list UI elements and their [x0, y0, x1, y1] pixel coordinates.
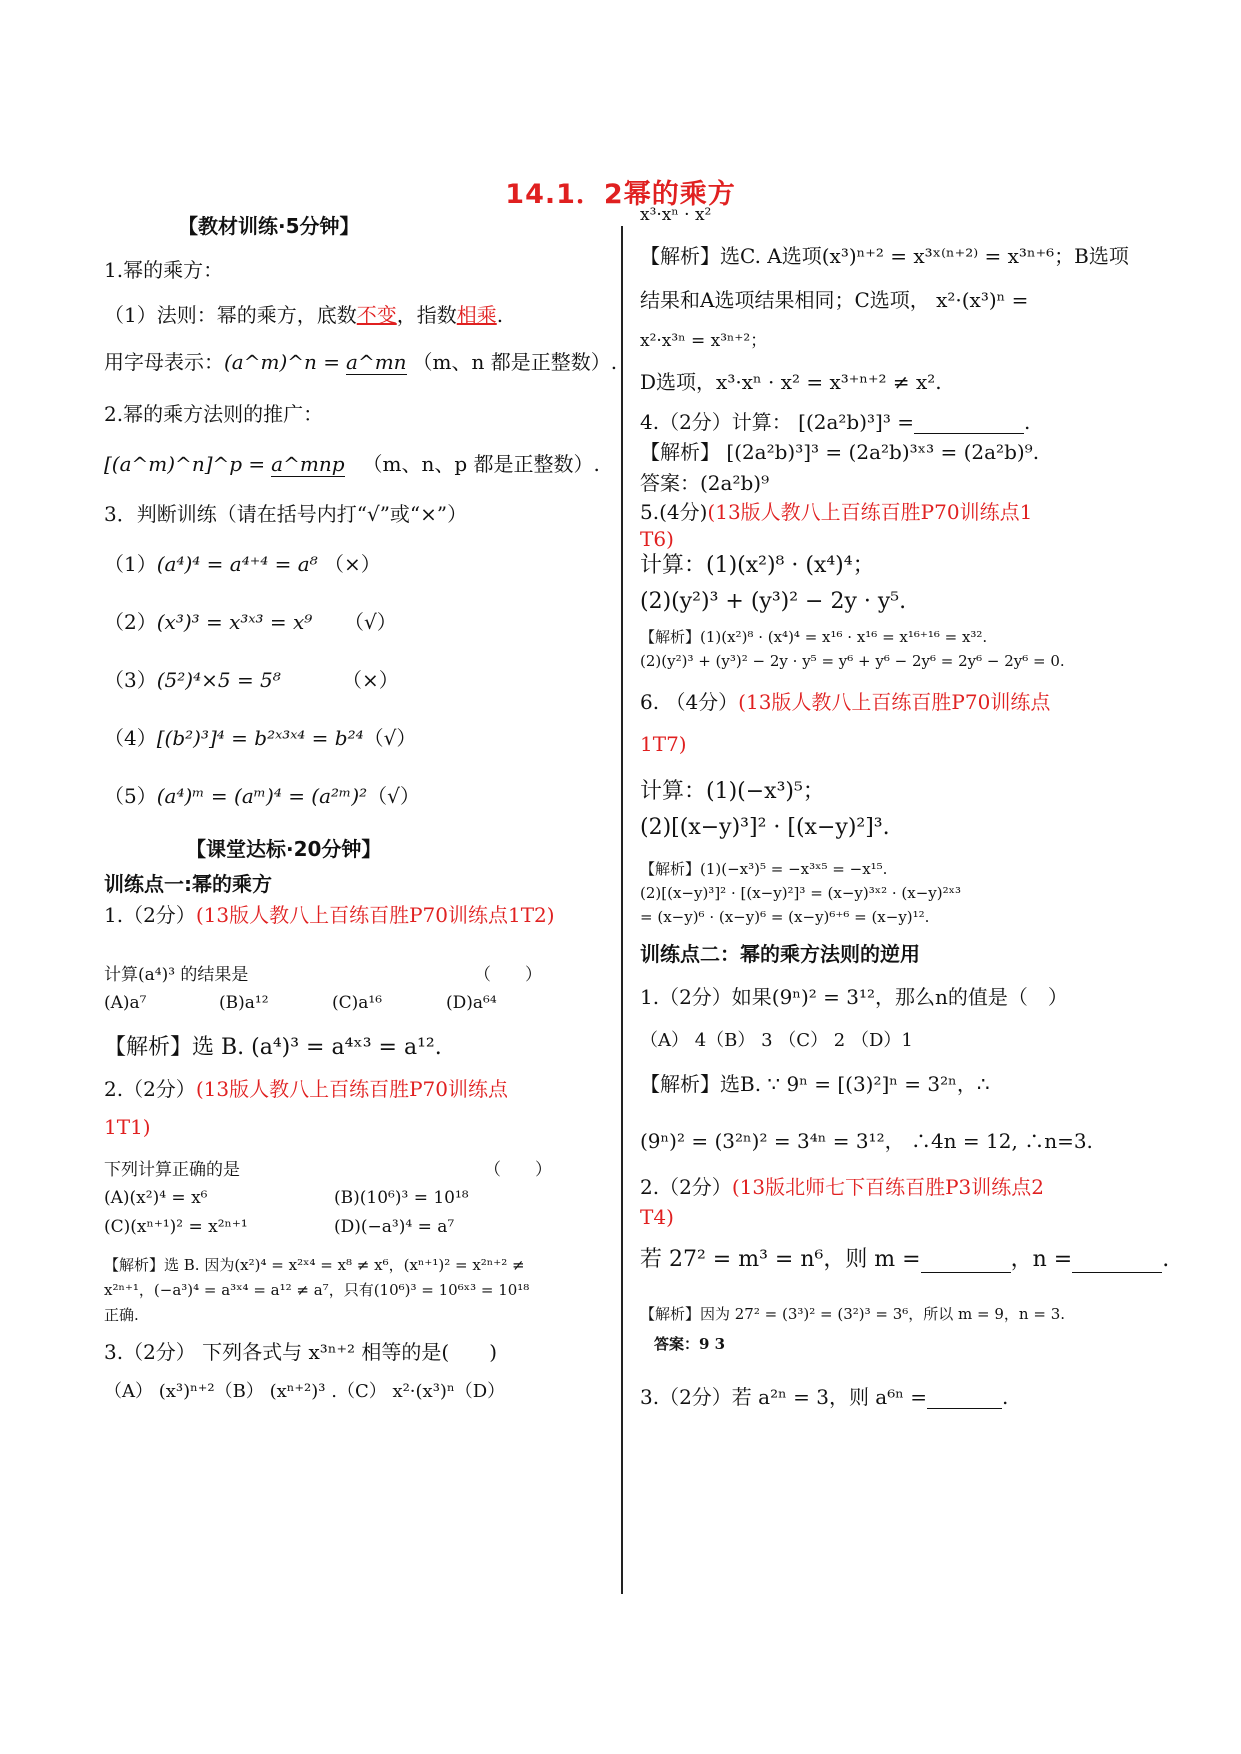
- q6-source-2: 1T7): [640, 732, 687, 756]
- q1-answer-2: 相乘: [456, 303, 497, 327]
- q5-solution-2: (2)(y²)³ + (y³)² − 2y · y⁵ = y⁶ + y⁶ − 2y⁶ = 2y⁶ − 2y⁶ = 0.: [640, 652, 1065, 670]
- training-point-1: 训练点一:幂的乘方: [104, 872, 272, 896]
- p1q3-stem: 3.（2分） 下列各式与 x³ⁿ⁺² 相等的是( ): [104, 1340, 498, 1364]
- p1q2-option-b: (B)(10⁶)³ = 10¹⁸: [334, 1188, 469, 1208]
- q4-blank: [914, 415, 1024, 434]
- p1q1-option-a: (A)a⁷: [104, 993, 147, 1013]
- judge-expr: (a⁴)ᵐ = (aᵐ)⁴ = (a²ᵐ)²: [156, 784, 368, 808]
- judge-mark: （×）: [324, 552, 381, 576]
- q2-post: （m、n、p 都是正整数）.: [362, 452, 600, 476]
- judge-item-5: [104, 784, 420, 808]
- judge-expr: (a⁴)⁴ = a⁴⁺⁴ = a⁸: [156, 552, 318, 576]
- p2q2-mid: ，n =: [1010, 1247, 1073, 1272]
- judge-mark: （√）: [367, 784, 420, 808]
- p2q2-text: 若 27² = m³ = n⁶，则 m =: [640, 1247, 921, 1272]
- p1q3-option-d-expr: x³·xⁿ · x²: [640, 205, 712, 225]
- p1q2-solution-2: x²ⁿ⁺¹，(−a³)⁴ = a³ˣ⁴ = a¹² ≠ a⁷，只有(10⁶)³ = 10⁶ˣ³ = 10¹⁸: [104, 1281, 530, 1299]
- p1q3-solution-2: 结果和A选项结果相同；C选项， x²·(x³)ⁿ =: [640, 288, 1029, 312]
- judge-item-2: [104, 610, 397, 634]
- judge-label: （2）: [104, 610, 157, 634]
- q1-answer-1: 不变: [356, 303, 397, 327]
- p1q2-source: (13版人教八上百练百胜P70训练点: [195, 1077, 508, 1101]
- p1q3-solution-3: x²·x³ⁿ = x³ⁿ⁺²；: [640, 331, 768, 351]
- q2-expr: [(a^m)^n]^p =: [104, 452, 266, 476]
- judge-expr: (x³)³ = x³ˣ³ = x⁹: [156, 610, 313, 634]
- q4-end: .: [1024, 410, 1031, 434]
- judge-label: （1）: [104, 552, 157, 576]
- p2q1-options: （A） 4（B） 3 （C） 2 （D）1: [640, 1030, 913, 1051]
- p1q2-option-c: (C)(xⁿ⁺¹)² = x²ⁿ⁺¹: [104, 1217, 248, 1237]
- q3-title: 3．判断训练（请在括号内打“√”或“×”）: [104, 502, 468, 526]
- q5-header: [640, 500, 1032, 524]
- q1-title: 1.幂的乘方：: [104, 258, 224, 282]
- n-blank: [1072, 1254, 1162, 1273]
- q6-solution-3: = (x−y)⁶ · (x−y)⁶ = (x−y)⁶⁺⁶ = (x−y)¹².: [640, 908, 930, 926]
- m-blank: [921, 1254, 1011, 1273]
- p1q3-solution-4: D选项，x³·xⁿ · x² = x³⁺ⁿ⁺² ≠ x².: [640, 370, 942, 394]
- q2-title: 2.幂的乘方法则的推广：: [104, 402, 324, 426]
- q6-source: (13版人教八上百练百胜P70训练点: [738, 690, 1051, 714]
- q4-text: 4.（2分）计算： [(2a²b)³]³ =: [640, 410, 914, 434]
- q1-letter-answer: a^mn: [346, 350, 407, 374]
- q4-answer: 答案：(2a²b)⁹: [640, 471, 770, 495]
- q6-header: [640, 690, 1050, 714]
- judge-mark: （√）: [363, 726, 417, 750]
- p2q2-header: [640, 1175, 1044, 1199]
- p1q2-stem: 下列计算正确的是: [104, 1160, 240, 1180]
- judge-item-4: [104, 726, 416, 750]
- q6-line-1: 计算：(1)(−x³)⁵；: [640, 779, 825, 804]
- p1q2-source-2: 1T1): [104, 1115, 151, 1139]
- p1q1-paren: （ ）: [474, 965, 542, 985]
- p2q2-solution: 【解析】因为 27² = (3³)² = (3²)³ = 3⁶，所以 m = 9，n = 3.: [640, 1305, 1066, 1323]
- p1q1-header: [104, 903, 555, 927]
- p2q3-blank: [927, 1390, 1002, 1409]
- p1q2-paren: （ ）: [484, 1160, 552, 1180]
- p2q2-answer: 答案：9 3: [654, 1335, 726, 1353]
- p1q2-solution-3: 正确.: [104, 1306, 139, 1324]
- p1q1-option-d: (D)a⁶⁴: [446, 993, 497, 1013]
- q6-solution-1: 【解析】(1)(−x³)⁵ = −x³ˣ⁵ = −x¹⁵.: [640, 860, 888, 878]
- p2q3-end: .: [1002, 1385, 1009, 1409]
- section-header-textbook: 【教材训练·5分钟】: [178, 214, 360, 238]
- q5-line-2: (2)(y²)³ + (y³)² − 2y · y⁵.: [640, 589, 907, 614]
- p2q2-source: (13版北师七下百练百胜P3训练点2: [731, 1175, 1044, 1199]
- judge-item-1: [104, 552, 381, 576]
- q5-solution-1: 【解析】(1)(x²)⁸ · (x⁴)⁴ = x¹⁶ · x¹⁶ = x¹⁶⁺¹⁶ = x³².: [640, 628, 988, 646]
- p1q1-source: (13版人教八上百练百胜P70训练点1T2): [195, 903, 555, 927]
- q6-number: 6. （4分）: [640, 690, 739, 714]
- p1q1-option-c: (C)a¹⁶: [332, 993, 383, 1013]
- judge-label: （4）: [104, 726, 157, 750]
- p2q1-solution-2: (9ⁿ)² = (3²ⁿ)² = 3⁴ⁿ = 3¹²， ∴4n = 12, ∴n=3.: [640, 1129, 1093, 1153]
- q6-solution-2: (2)[(x−y)³]² · [(x−y)²]³ = (x−y)³ˣ² · (x−y)²ˣ³: [640, 884, 962, 902]
- q5-source: (13版人教八上百练百胜P70训练点1: [707, 500, 1033, 524]
- p2q1-stem: 1.（2分）如果(9ⁿ)² = 3¹²，那么n的值是（ ）: [640, 985, 1068, 1009]
- q1-letter: [104, 350, 617, 375]
- p1q2-solution-1: 【解析】选 B. 因为(x²)⁴ = x²ˣ⁴ = x⁸ ≠ x⁶，(xⁿ⁺¹)² = x²ⁿ⁺² ≠: [104, 1256, 525, 1274]
- q1-rule: [104, 303, 503, 327]
- q2-answer: a^mnp: [271, 452, 345, 476]
- p2q2-stem: [640, 1247, 1169, 1273]
- q2-expr-line: [104, 452, 600, 477]
- p1q2-header: [104, 1077, 508, 1101]
- p2q1-solution-1: 【解析】选B. ∵ 9ⁿ = [(3)²]ⁿ = 3²ⁿ，∴: [640, 1072, 990, 1096]
- judge-mark: （×）: [342, 668, 399, 692]
- p1q3-solution-1: 【解析】选C. A选项(x³)ⁿ⁺² = x³ˣ⁽ⁿ⁺²⁾ = x³ⁿ⁺⁶；B选项: [640, 244, 1129, 268]
- judge-item-3: [104, 668, 399, 692]
- page-title: 14.1．2幂的乘方: [505, 179, 736, 210]
- q1-rule-mid: ，指数: [396, 303, 457, 327]
- q1-rule-end: .: [496, 303, 504, 327]
- p1q2-option-d: (D)(−a³)⁴ = a⁷: [334, 1217, 455, 1237]
- q1-rule-pre: （1）法则：幂的乘方，底数: [104, 303, 357, 327]
- judge-expr: (5²)⁴×5 = 5⁸: [156, 668, 281, 692]
- q1-letter-pre: 用字母表示：: [104, 350, 224, 374]
- q5-number: 5.(4分): [640, 500, 708, 524]
- q5-line-1: 计算：(1)(x²)⁸ · (x⁴)⁴；: [640, 553, 875, 578]
- judge-expr: [(b²)³]⁴ = b²ˣ³ˣ⁴ = b²⁴: [156, 726, 364, 750]
- judge-label: （3）: [104, 668, 157, 692]
- q6-line-2: (2)[(x−y)³]² · [(x−y)²]³.: [640, 815, 890, 840]
- p2q3-stem: [640, 1385, 1008, 1409]
- section-header-class: 【课堂达标·20分钟】: [186, 837, 382, 861]
- column-divider: [621, 226, 623, 1594]
- q5-source-2: T6): [640, 527, 674, 551]
- p1q2-number: 2.（2分）: [104, 1077, 196, 1101]
- p1q1-number: 1.（2分）: [104, 903, 196, 927]
- q1-letter-post: （m、n 都是正整数）.: [412, 350, 618, 374]
- p2q2-number: 2.（2分）: [640, 1175, 732, 1199]
- p1q1-solution: 【解析】选 B. (a⁴)³ = a⁴ˣ³ = a¹².: [104, 1035, 442, 1060]
- p1q3-options: （A） (x³)ⁿ⁺²（B） (xⁿ⁺²)³ .（C） x²·(x³)ⁿ（D）: [104, 1381, 506, 1402]
- training-point-2: 训练点二：幂的乘方法则的逆用: [640, 942, 920, 966]
- judge-mark: （√）: [344, 610, 397, 634]
- p2q3-text: 3.（2分）若 a²ⁿ = 3，则 a⁶ⁿ =: [640, 1385, 928, 1409]
- p1q1-option-b: (B)a¹²: [219, 993, 269, 1013]
- p1q2-option-a: (A)(x²)⁴ = x⁶: [104, 1188, 208, 1208]
- q4-stem: [640, 410, 1030, 434]
- p2q2-end: .: [1162, 1247, 1170, 1272]
- p2q2-source-2: T4): [640, 1205, 674, 1229]
- q4-solution: 【解析】 [(2a²b)³]³ = (2a²b)³ˣ³ = (2a²b)⁹.: [640, 440, 1040, 464]
- q1-letter-expr: (a^m)^n =: [224, 350, 341, 374]
- judge-label: （5）: [104, 784, 157, 808]
- p1q1-stem: 计算(a⁴)³ 的结果是: [104, 965, 249, 985]
